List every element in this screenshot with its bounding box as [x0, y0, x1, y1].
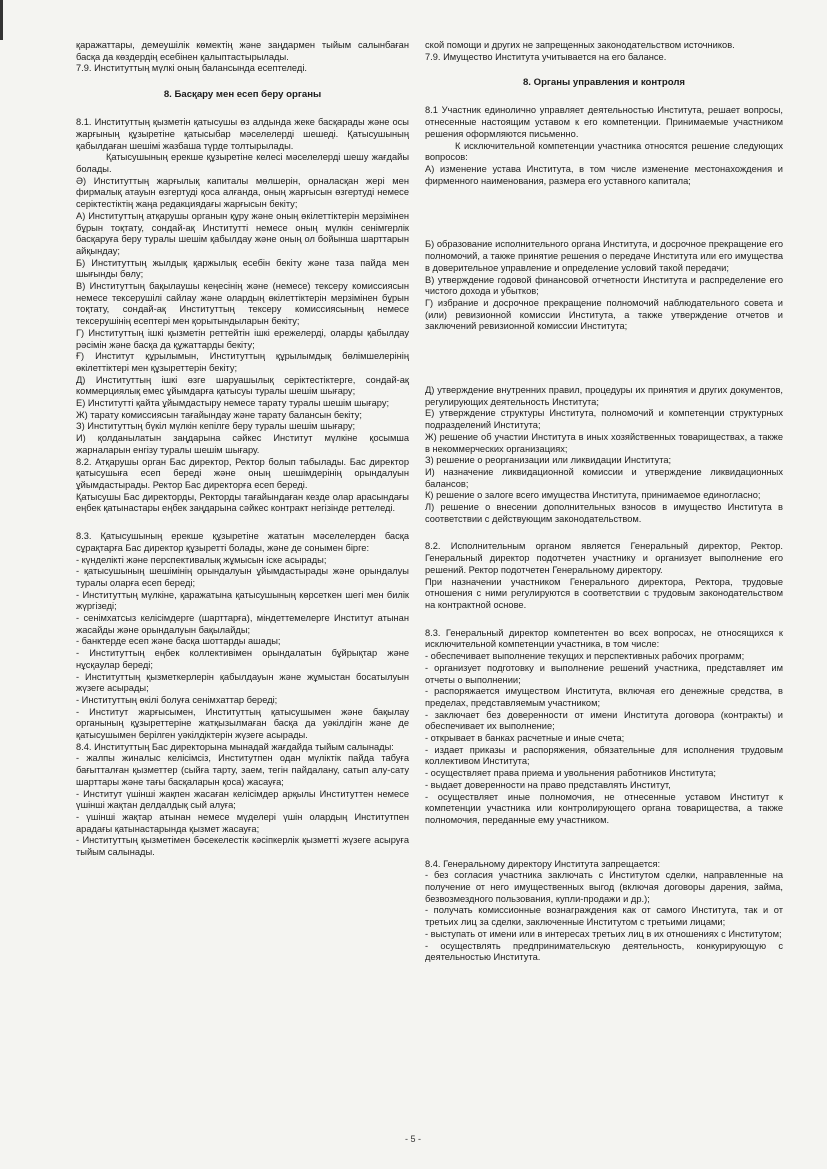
paragraph: 8.3. Қатысушының ерекше құзыретіне жататын мәселелерден басқа сұрақтарға Бас директор құзыретті болады, және де сонымен бірге: [76, 531, 409, 553]
right-block-8-4 [425, 859, 783, 964]
paragraph: И) назначение ликвидационной комиссии и утверждение ликвидационных балансов; [425, 466, 783, 489]
left-block-8-3 [76, 531, 409, 859]
paragraph: Ж) тарату комиссиясын тағайындау және тарату балансын бекіту; [76, 409, 362, 420]
right-block-8-1a [425, 105, 783, 187]
left-section-heading: 8. Басқару мен есеп беру органы [163, 89, 322, 101]
paragraph: Ә) Институттың жарғылық капиталы мөлшерін, орналасқан жері мен фирмалық атауын өзгертуді қоса алғанда, оның жарғысын өзгертуді немесе серіктестіктің жаңа редакциядағы жарғысын бекіту; [76, 175, 409, 210]
paragraph: - открывает в банках расчетные и иные счета; [425, 733, 625, 744]
kazakh-column [76, 40, 409, 875]
paragraph: - Институт жарғысымен, Институттың қатысушымен және бақылау органының құзыреттеріне жатқызылмаған басқа да уәкілдігін және де қатысушымен берілген уәкілдіктерін жүзеге асырады. [76, 706, 409, 741]
paragraph: қаражаттары, демеушілік көмектің және заңдармен тыйым салынбаған басқа да көздердің есебінен қалыптастырылады. [76, 40, 409, 62]
paragraph: К исключительной компетенции участника относятся решение следующих вопросов: [425, 140, 783, 163]
right-section-heading: 8. Органы управления и контроля [522, 77, 686, 89]
paragraph: 7.9. Институттың мүлкі оның балансында есептеледі. [76, 63, 307, 74]
paragraph: 8.2. Атқарушы орган Бас директор, Ректор болып табылады. Бас директор қатысушыға есеп береді және оның шешімдерінің орындалуын ұйымдастырады. Ректор Бас директорға есеп береді. [76, 456, 409, 490]
paragraph: - распоряжается имуществом Института, включая его денежные средства, в пределах, представляемым участником; [425, 686, 783, 708]
paragraph: Е) утверждение структуры Института, полномочий и компетенции структурных подразделений Института; [425, 408, 783, 431]
paragraph: В) утверждение годовой финансовой отчетности Института и распределение его чистого дохода и убытков; [425, 274, 783, 297]
paragraph: - заключает без доверенности от имени Института договора (контракты) и обеспечивает их выполнение; [425, 709, 783, 732]
paragraph: - күнделікті және перспективалық жұмысын іске асырады; [76, 554, 327, 565]
paragraph: - выдает доверенности на право представлять Институт, [425, 779, 671, 790]
paragraph: 7.9. Имущество Института учитывается на его балансе. [425, 51, 667, 62]
paragraph: 8.1. Институттың қызметін қатысушы өз алдында жеке басқарады және осы жарғының құзыретіне қатысыбар мәселелерді шешеді. Қатысушының қабылдаған шешімі жазбаша түрде толтырылады. [76, 117, 409, 151]
paragraph: Ж) решение об участии Института в иных хозяйственных товариществах, а также в некоммерческих организациях; [425, 431, 783, 454]
paragraph: - сенімхатсыз келісімдерге (шарттарға), міндеттемелерге Институт атынан жасайды және орындалуын бақылайды; [76, 613, 409, 635]
paragraph: - банктерде есеп және басқа шоттарды ашады; [76, 636, 281, 647]
paragraph: - Институттың қызметкерлерін қабылдауын және жұмыстан босатылуын жүзеге асырады; [76, 671, 409, 694]
paragraph: - осуществлять предпринимательскую деятельность, конкурирующую с деятельностью Института. [425, 940, 783, 963]
paragraph: Г) Институттың ішкі қызметін реттейтін ішкі ережелерді, оларды қабылдау рәсімін және басқа да құжаттарды бекіту; [76, 327, 409, 350]
paragraph: Ғ) Институт құрылымын, Институттың құрылымдық бөлімшелерінің өкілеттіктері мен құзыреттерін бекіту; [76, 351, 409, 373]
paragraph: Б) Институттың жылдық қаржылық есебін бекіту және таза пайда мен шығынды бөлу; [76, 257, 409, 280]
right-block-8-3 [425, 628, 783, 827]
paragraph: З) Институттың бүкіл мүлкін кепілге беру туралы шешім шығару; [76, 421, 356, 432]
paragraph: Қатысушы Бас директорды, Ректорды тағайындаған кезде олар арасындағы еңбек қатынастары еңбек заңдарына сәйкес контракт негізінде реттеледі. [76, 491, 409, 514]
paragraph: - жалпы жиналыс келісімсіз, Институтпен одан мүліктік пайда табуға бағытталған қызметтер (сыйға тарту, заем, тегін пайдалану, сатып алу-сату шарттары және тағы басқаларын қоса) жасауға; [76, 753, 409, 787]
paragraph: Г) избрание и досрочное прекращение полномочий наблюдательного совета и (или) ревизионной комиссии Института, а также утверждение отчетов и заключений ревизионной комиссии Института; [425, 297, 783, 332]
paragraph: - выступать от имени или в интересах третьих лиц в их отношениях с Институтом; [425, 928, 782, 939]
paragraph: - Институттың еңбек коллективімен орындалатын бұйрықтар және нұсқаулар береді; [76, 648, 409, 670]
scan-edge-mark [0, 0, 3, 40]
right-lead [425, 40, 783, 63]
paragraph: - обеспечивает выполнение текущих и перспективных рабочих программ; [425, 651, 745, 662]
paragraph: З) решение о реорганизации или ликвидации Института; [425, 455, 672, 466]
paragraph: - получать комиссионные вознаграждения как от самого Института, так и от третьих лиц за сделки, заключенные Институтом с третьими лицами; [425, 905, 783, 928]
paragraph: А) Институттың атқарушы органын құру және оның өкілеттіктерін мерзімінен бұрын тоқтату, сондай-ақ Институтті немесе оның мүлкін сенімгерлік басқаруға беру туралы шешім қабылдау және оның ол бойынша шарттарын айқындау; [76, 210, 409, 256]
right-block-8-1b [425, 239, 783, 333]
paragraph: - Институттың өкілі болуға сенімхаттар береді; [76, 694, 278, 705]
paragraph: 8.1 Участник единолично управляет деятельностью Института, решает вопросы, отнесенные настоящим уставом к его компетенции. Принимаемые участником решения оформляются письменно. [425, 105, 783, 139]
paragraph: - организует подготовку и выполнение решений участника, представляет им отчеты о выполнении; [425, 662, 783, 685]
paragraph: - Институт үшінші жақпен жасаған келісімдер арқылы Институттен немесе үшінші жақтан делдалдық сый алуға; [76, 788, 409, 811]
paragraph: 8.4. Институттың Бас директорына мынадай жағдайда тыйым салынады: [76, 741, 394, 752]
paragraph: Л) решение о внесении дополнительных взносов в имущество Института в соответствии с действующим законодательством. [425, 502, 783, 524]
paragraph: Б) образование исполнительного органа Института, и досрочное прекращение его полномочий, а также принятие решения о передаче Института или его имущества в доверительное управление и определение условий такой передачи; [425, 239, 783, 273]
paragraph: - без согласия участника заключать с Институтом сделки, направленные на получение от него имущественных выгод (включая договоры дарения, займа, безвозмездного пользования, купли-продажи и др.); [425, 870, 783, 904]
left-lead [76, 40, 409, 75]
paragraph: Қатысушының ерекше құзыретіне келесі мәселелерді шешу жағдайы болады. [76, 152, 409, 174]
left-block-8-1 [76, 117, 409, 515]
paragraph: - осуществляет права приема и увольнения работников Института; [425, 768, 716, 779]
russian-column [425, 40, 783, 980]
paragraph: 8.4. Генеральному директору Института запрещается: [425, 858, 661, 869]
paragraph: И) қолданылатын заңдарына сәйкес Институт мүлкіне қосымша жарналарын енгізу туралы шешім шығару. [76, 433, 409, 455]
paragraph: А) изменение устава Института, в том числе изменение местонахождения и фирменного наименования, размера его уставного капитала; [425, 164, 783, 186]
paragraph: ской помощи и других не запрещенных законодательством источников. [425, 40, 735, 50]
paragraph: 8.2. Исполнительным органом является Генеральный директор, Ректор. Генеральный директор подотчетен участнику и организует выполнение его решений. Ректор подотчетен Генеральному директору. [425, 541, 783, 575]
paragraph: 8.3. Генеральный директор компетентен во всех вопросах, не относящихся к исключительной компетенции участника, в том числе: [425, 627, 783, 650]
paragraph: Д) утверждение внутренних правил, процедуры их принятия и других документов, регулирующих деятельность Института; [425, 385, 783, 407]
paragraph: - қатысушының шешімінің орындалуын ұйымдастырады және орындалуы туралы оларға есеп береді; [76, 566, 409, 588]
paragraph: Д) Институттың ішкі өзге шаруашылық серіктестіктерге, сондай-ақ коммерциялық емес ұйымдарға қатысуы туралы шешім шығару; [76, 374, 409, 397]
paragraph: К) решение о залоге всего имущества Института, принимаемое единогласно; [425, 490, 761, 501]
spacer [425, 349, 783, 385]
spacer [425, 203, 783, 239]
paragraph: - осуществляет иные полномочия, не отнесенные уставом Институт к компетенции участника или контролирующего органа товарищества, а также полномочия, переданные ему участником. [425, 791, 783, 825]
right-block-8-2 [425, 541, 783, 611]
paragraph: - издает приказы и распоряжения, обязательные для исполнения трудовым коллективом Института; [425, 744, 783, 767]
paragraph: - Институттың мүлкіне, қаражатына қатысушының көрсеткен шегі мен билік жүргізеді; [76, 589, 409, 612]
right-block-8-1c [425, 385, 783, 525]
paragraph: Е) Институтті қайта ұйымдастыру немесе тарату туралы шешім шығару; [76, 398, 390, 409]
page-number: - 5 - [405, 1134, 422, 1144]
paragraph: - үшінші жақтар атынан немесе мүделері үшін олардың Институтпен арадағы қатынастарында қызмет жасауға; [76, 811, 409, 834]
paragraph: - Институттың қызметімен бәсекелестік кәсіпкерлік қызметті жүзеге асыруға тыйым салынады. [76, 835, 409, 858]
paragraph: В) Институттың бақылаушы кеңесінің және (немесе) тексеру комиссиясын немесе тексерушілі сайлау және олардың өкілеттіктерін мерзімінен бұрын тоқтату, сондай-ақ Институттың тексеру комиссиясының немесе тексерушінің есептері мен қорытындыларын бекіту; [76, 281, 409, 327]
paragraph: При назначении участником Генерального директора, Ректора, трудовые отношения с ними регулируются в соответствии с трудовым законодательством на контрактной основе. [425, 576, 783, 610]
